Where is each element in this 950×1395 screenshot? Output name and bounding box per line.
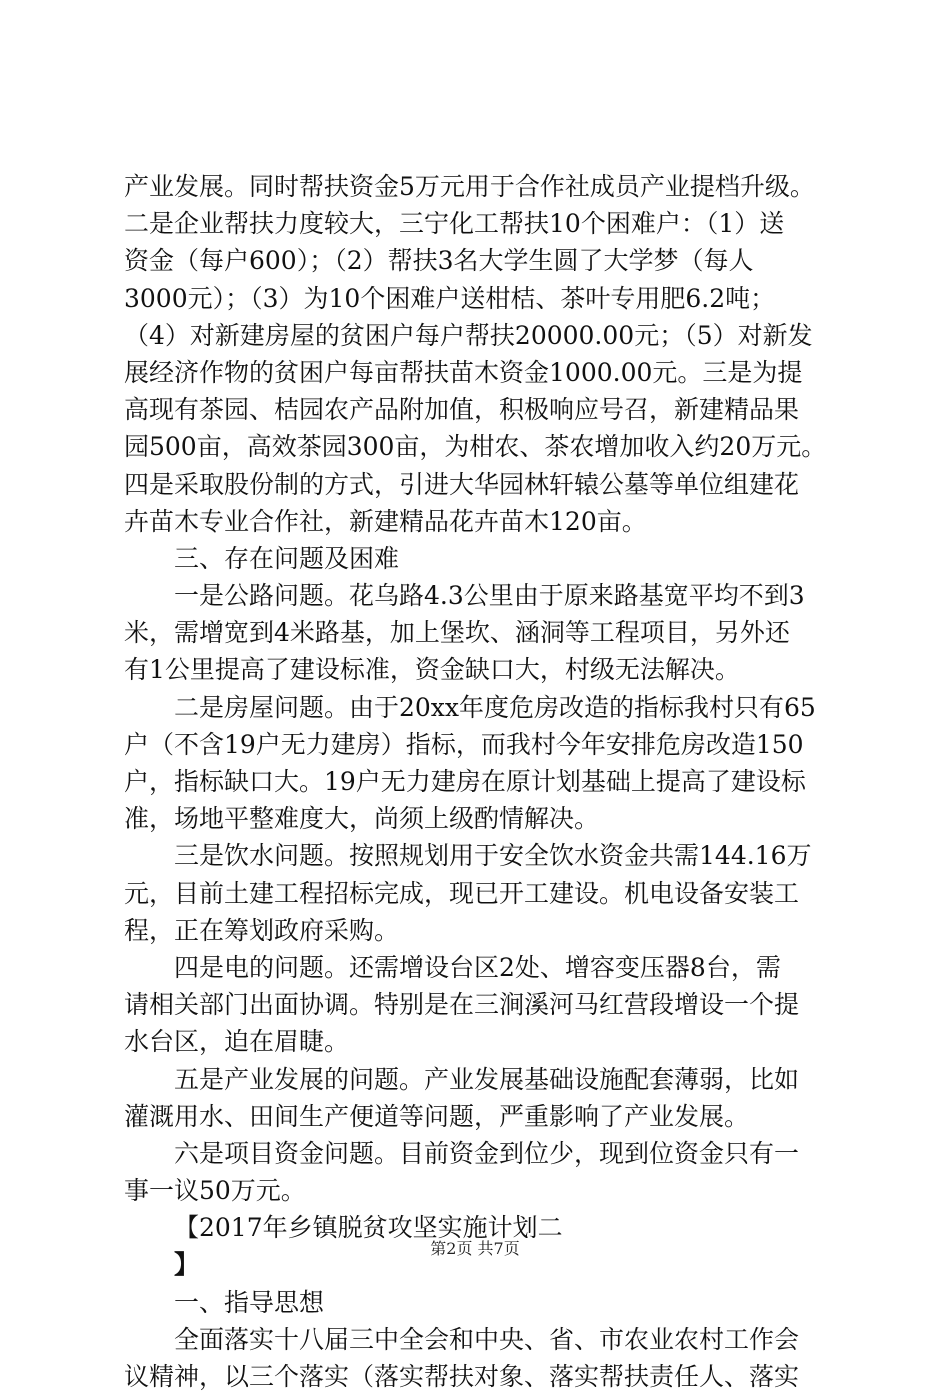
- text-line: 二是房屋问题。由于20xx年度危房改造的指标我村只有65: [174, 692, 816, 722]
- text-line: 五是产业发展的问题。产业发展基础设施配套薄弱，比如: [174, 1064, 800, 1094]
- text-line: 请相关部门出面协调。特别是在三涧溪河马红营段增设一个提: [124, 990, 800, 1020]
- text-line: （4）对新建房屋的贫困户每户帮扶20000.00元；（5）对新发: [124, 320, 813, 350]
- text-line: 高现有茶园、桔园农产品附加值，积极响应号召，新建精品果: [124, 395, 800, 425]
- section-heading: 三、存在问题及困难: [174, 543, 400, 573]
- section-title: 【2017年乡镇脱贫攻坚实施计划二: [174, 1213, 563, 1243]
- text-line: 程，正在筹划政府采购。: [124, 915, 400, 945]
- section-heading: 一、指导思想: [174, 1287, 325, 1317]
- text-line: 米，需增宽到4米路基，加上堡坎、涵洞等工程项目，另外还: [124, 618, 790, 648]
- text-line: 一是公路问题。花乌路4.3公里由于原来路基宽平均不到3: [174, 581, 805, 611]
- text-line: 六是项目资金问题。目前资金到位少，现到位资金只有一: [174, 1138, 800, 1168]
- text-line: 元，目前土建工程招标完成，现已开工建设。机电设备安装工: [124, 878, 800, 908]
- text-line: 户，指标缺口大。19户无力建房在原计划基础上提高了建设标: [124, 767, 806, 796]
- section-title-bracket: 】: [174, 1250, 200, 1280]
- text-line: 展经济作物的贫困户每亩帮扶苗木资金1000.00元。三是为提: [124, 357, 803, 387]
- text-line: 全面落实十八届三中全会和中央、省、市农业农村工作会: [174, 1324, 800, 1354]
- text-line: 准，场地平整难度大，尚须上级酌情解决。: [124, 804, 600, 834]
- text-line: 水台区，迫在眉睫。: [124, 1027, 350, 1057]
- text-line: 四是电的问题。还需增设台区2处、增容变压器8台，需: [174, 952, 781, 982]
- text-line: 产业发展。同时帮扶资金5万元用于合作社成员产业提档升级。: [124, 172, 815, 201]
- text-line: 3000元）；（3）为10个困难户送柑桔、茶叶专用肥6.2吨；: [124, 283, 776, 313]
- document-body: [124, 168, 834, 1395]
- text-line: 有1公里提高了建设标准，资金缺口大，村级无法解决。: [124, 655, 740, 685]
- text-line: 四是采取股份制的方式，引进大华园林轩辕公墓等单位组建花: [124, 469, 800, 499]
- text-line: 园500亩，高效茶园300亩，为柑农、茶农增加收入约20万元。: [124, 432, 827, 462]
- text-line: 资金（每户600）；（2）帮扶3名大学生圆了大学梦（每人: [124, 246, 754, 276]
- text-line: 三是饮水问题。按照规划用于安全饮水资金共需144.16万: [174, 841, 812, 871]
- text-line: 议精神，以三个落实（落实帮扶对象、落实帮扶责任人、落实: [124, 1362, 800, 1391]
- text-line: 卉苗木专业合作社，新建精品花卉苗木120亩。: [124, 506, 647, 536]
- page-footer: 第2页 共7页: [430, 1239, 520, 1258]
- text-line: 户（不含19户无力建房）指标，而我村今年安排危房改造150: [124, 729, 804, 759]
- text-line: 二是企业帮扶力度较大，三宁化工帮扶10个困难户：（1）送: [124, 209, 785, 239]
- text-line: 事一议50万元。: [124, 1176, 306, 1206]
- text-line: 灌溉用水、田间生产便道等问题，严重影响了产业发展。: [124, 1101, 750, 1131]
